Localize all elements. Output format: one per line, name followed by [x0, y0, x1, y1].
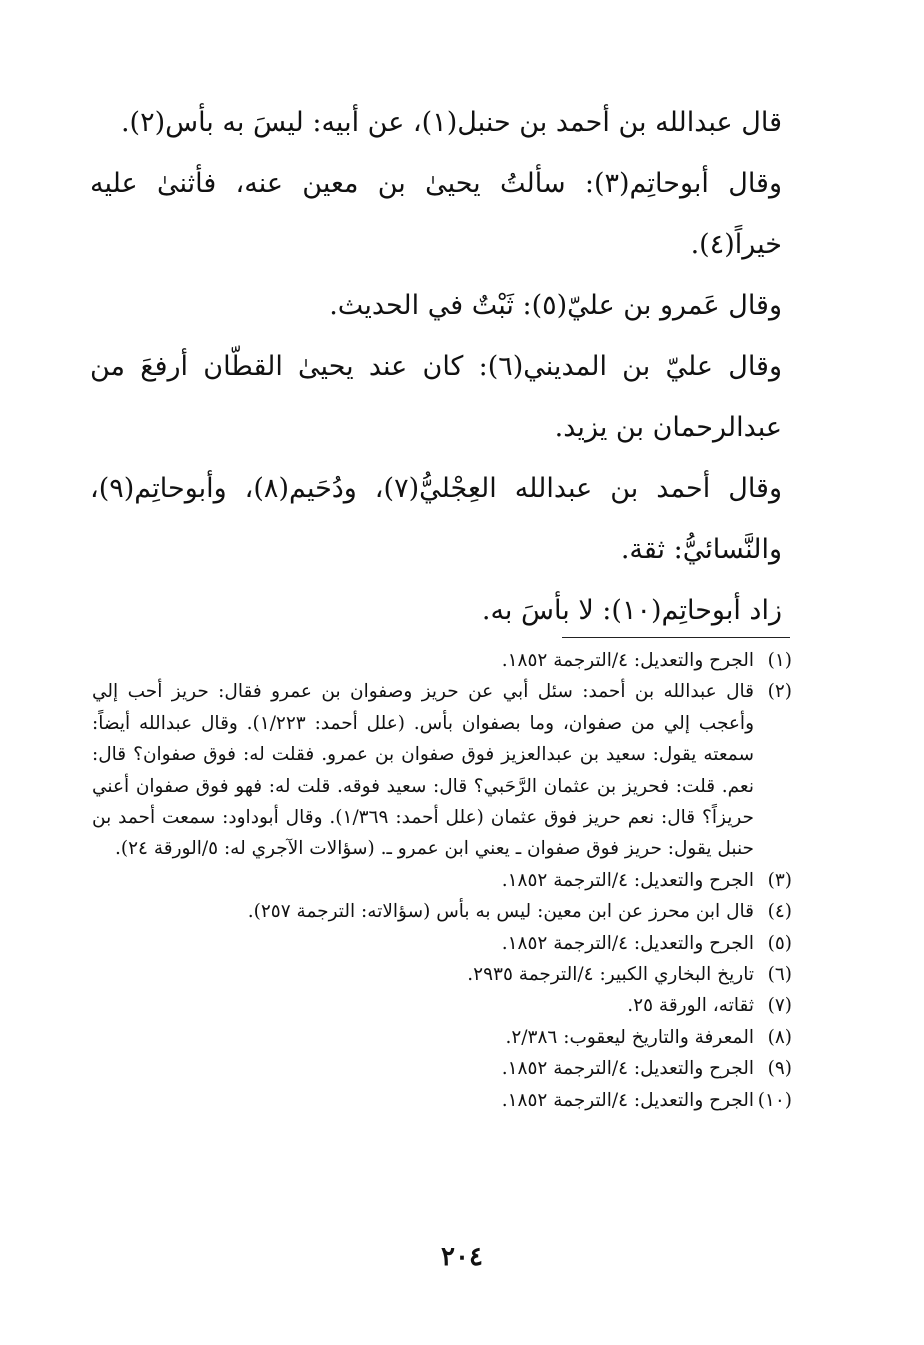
footnote-text: ثقاته، الورقة ٢٥.	[627, 995, 754, 1017]
footnote-9	[92, 1053, 792, 1084]
footnote-10	[92, 1085, 792, 1116]
footnote-number: (٨)	[767, 1026, 792, 1048]
footnote-text: الجرح والتعديل: ٤/الترجمة ١٨٥٢.	[501, 869, 754, 891]
paragraph-5: وقال أحمد بن عبدالله العِجْليُّ(٧)، ودُحَيم(٨)، وأبوحاتِم(٩)، والنَّسائيُّ: ثقة.	[90, 473, 782, 565]
footnote-text: تاريخ البخاري الكبير: ٤/الترجمة ٢٩٣٥.	[467, 964, 754, 986]
footnote-text: الجرح والتعديل: ٤/الترجمة ١٨٥٢.	[501, 1089, 754, 1111]
footnote-5	[92, 928, 792, 959]
paragraph-2: وقال أبوحاتِم(٣): سألتُ يحيىٰ بن معين عنه، فأثنىٰ عليه خيراً(٤).	[90, 168, 782, 260]
footnote-text: قال عبدالله بن أحمد: سئل أبي عن حريز وصفوان بن عمرو فقال: حريز أحب إلي وأعجب إلي من صفوان، وما بصفوان بأس. (علل أحمد: ١/٢٢٣). وقال عبدالله أيضاً: سمعته يقول: سعيد بن عبدالعزيز فوق صفوان بن عمرو. فقلت له: فوق صفوان؟ قال: نعم. قلت: فحريز بن عثمان الرَّحَبي؟ قال: سعيد فوقه. قلت له: فهو فوق صفوان أعني حريزاً؟ قال: نعم حريز فوق عثمان (علل أحمد: ١/٣٦٩). وقال أبوداود: سمعت أحمد بن حنبل يقول: حريز فوق صفوان ـ يعني ابن عمرو ـ. (سؤالات الآجري له: ٥/الورقة ٢٤).	[92, 681, 754, 860]
paragraph-3: وقال عَمرو بن عليّ(٥): ثَبْتٌ في الحديث.	[329, 290, 782, 321]
footnote-7	[92, 990, 792, 1021]
footnote-text: الجرح والتعديل: ٤/الترجمة ١٨٥٢.	[501, 650, 754, 671]
footnote-text: الجرح والتعديل: ٤/الترجمة ١٨٥٢.	[501, 1058, 754, 1080]
footnote-8	[92, 1022, 792, 1053]
footnote-number: (٥)	[767, 932, 792, 954]
footnote-number: (١)	[767, 650, 792, 671]
footnote-2	[92, 676, 792, 864]
page-number: ٢٠٤	[441, 1242, 483, 1272]
footnote-number: (٣)	[767, 869, 792, 891]
footnote-number: (١٠)	[757, 1089, 792, 1111]
paragraph-4: وقال عليّ بن المديني(٦): كان عند يحيىٰ القطّان أرفعَ من عبدالرحمان بن يزيد.	[90, 351, 782, 443]
footnote-6	[92, 959, 792, 990]
paragraph-6: زاد أبوحاتِم(١٠): لا بأسَ به.	[481, 595, 782, 626]
footnote-text: الجرح والتعديل: ٤/الترجمة ١٨٥٢.	[501, 932, 754, 954]
footnote-number: (٦)	[767, 964, 792, 986]
footnote-3	[92, 865, 792, 896]
footnote-text: المعرفة والتاريخ ليعقوب: ٢/٣٨٦.	[505, 1026, 754, 1048]
paragraph-1: قال عبدالله بن أحمد بن حنبل(١)، عن أبيه: ليسَ به بأس(٢).	[120, 107, 782, 138]
footnote-number: (٤)	[767, 901, 792, 923]
footnote-1	[92, 645, 792, 676]
footnotes	[92, 645, 792, 1116]
footnote-4	[92, 896, 792, 927]
main-text	[90, 92, 782, 641]
footnote-number: (٢)	[767, 681, 792, 703]
footnote-number: (٧)	[767, 995, 792, 1017]
footnote-number: (٩)	[767, 1058, 792, 1080]
footnote-text: قال ابن محرز عن ابن معين: ليس به بأس (سؤالاته: الترجمة ٢٥٧).	[247, 901, 754, 923]
footnote-divider	[562, 637, 790, 638]
